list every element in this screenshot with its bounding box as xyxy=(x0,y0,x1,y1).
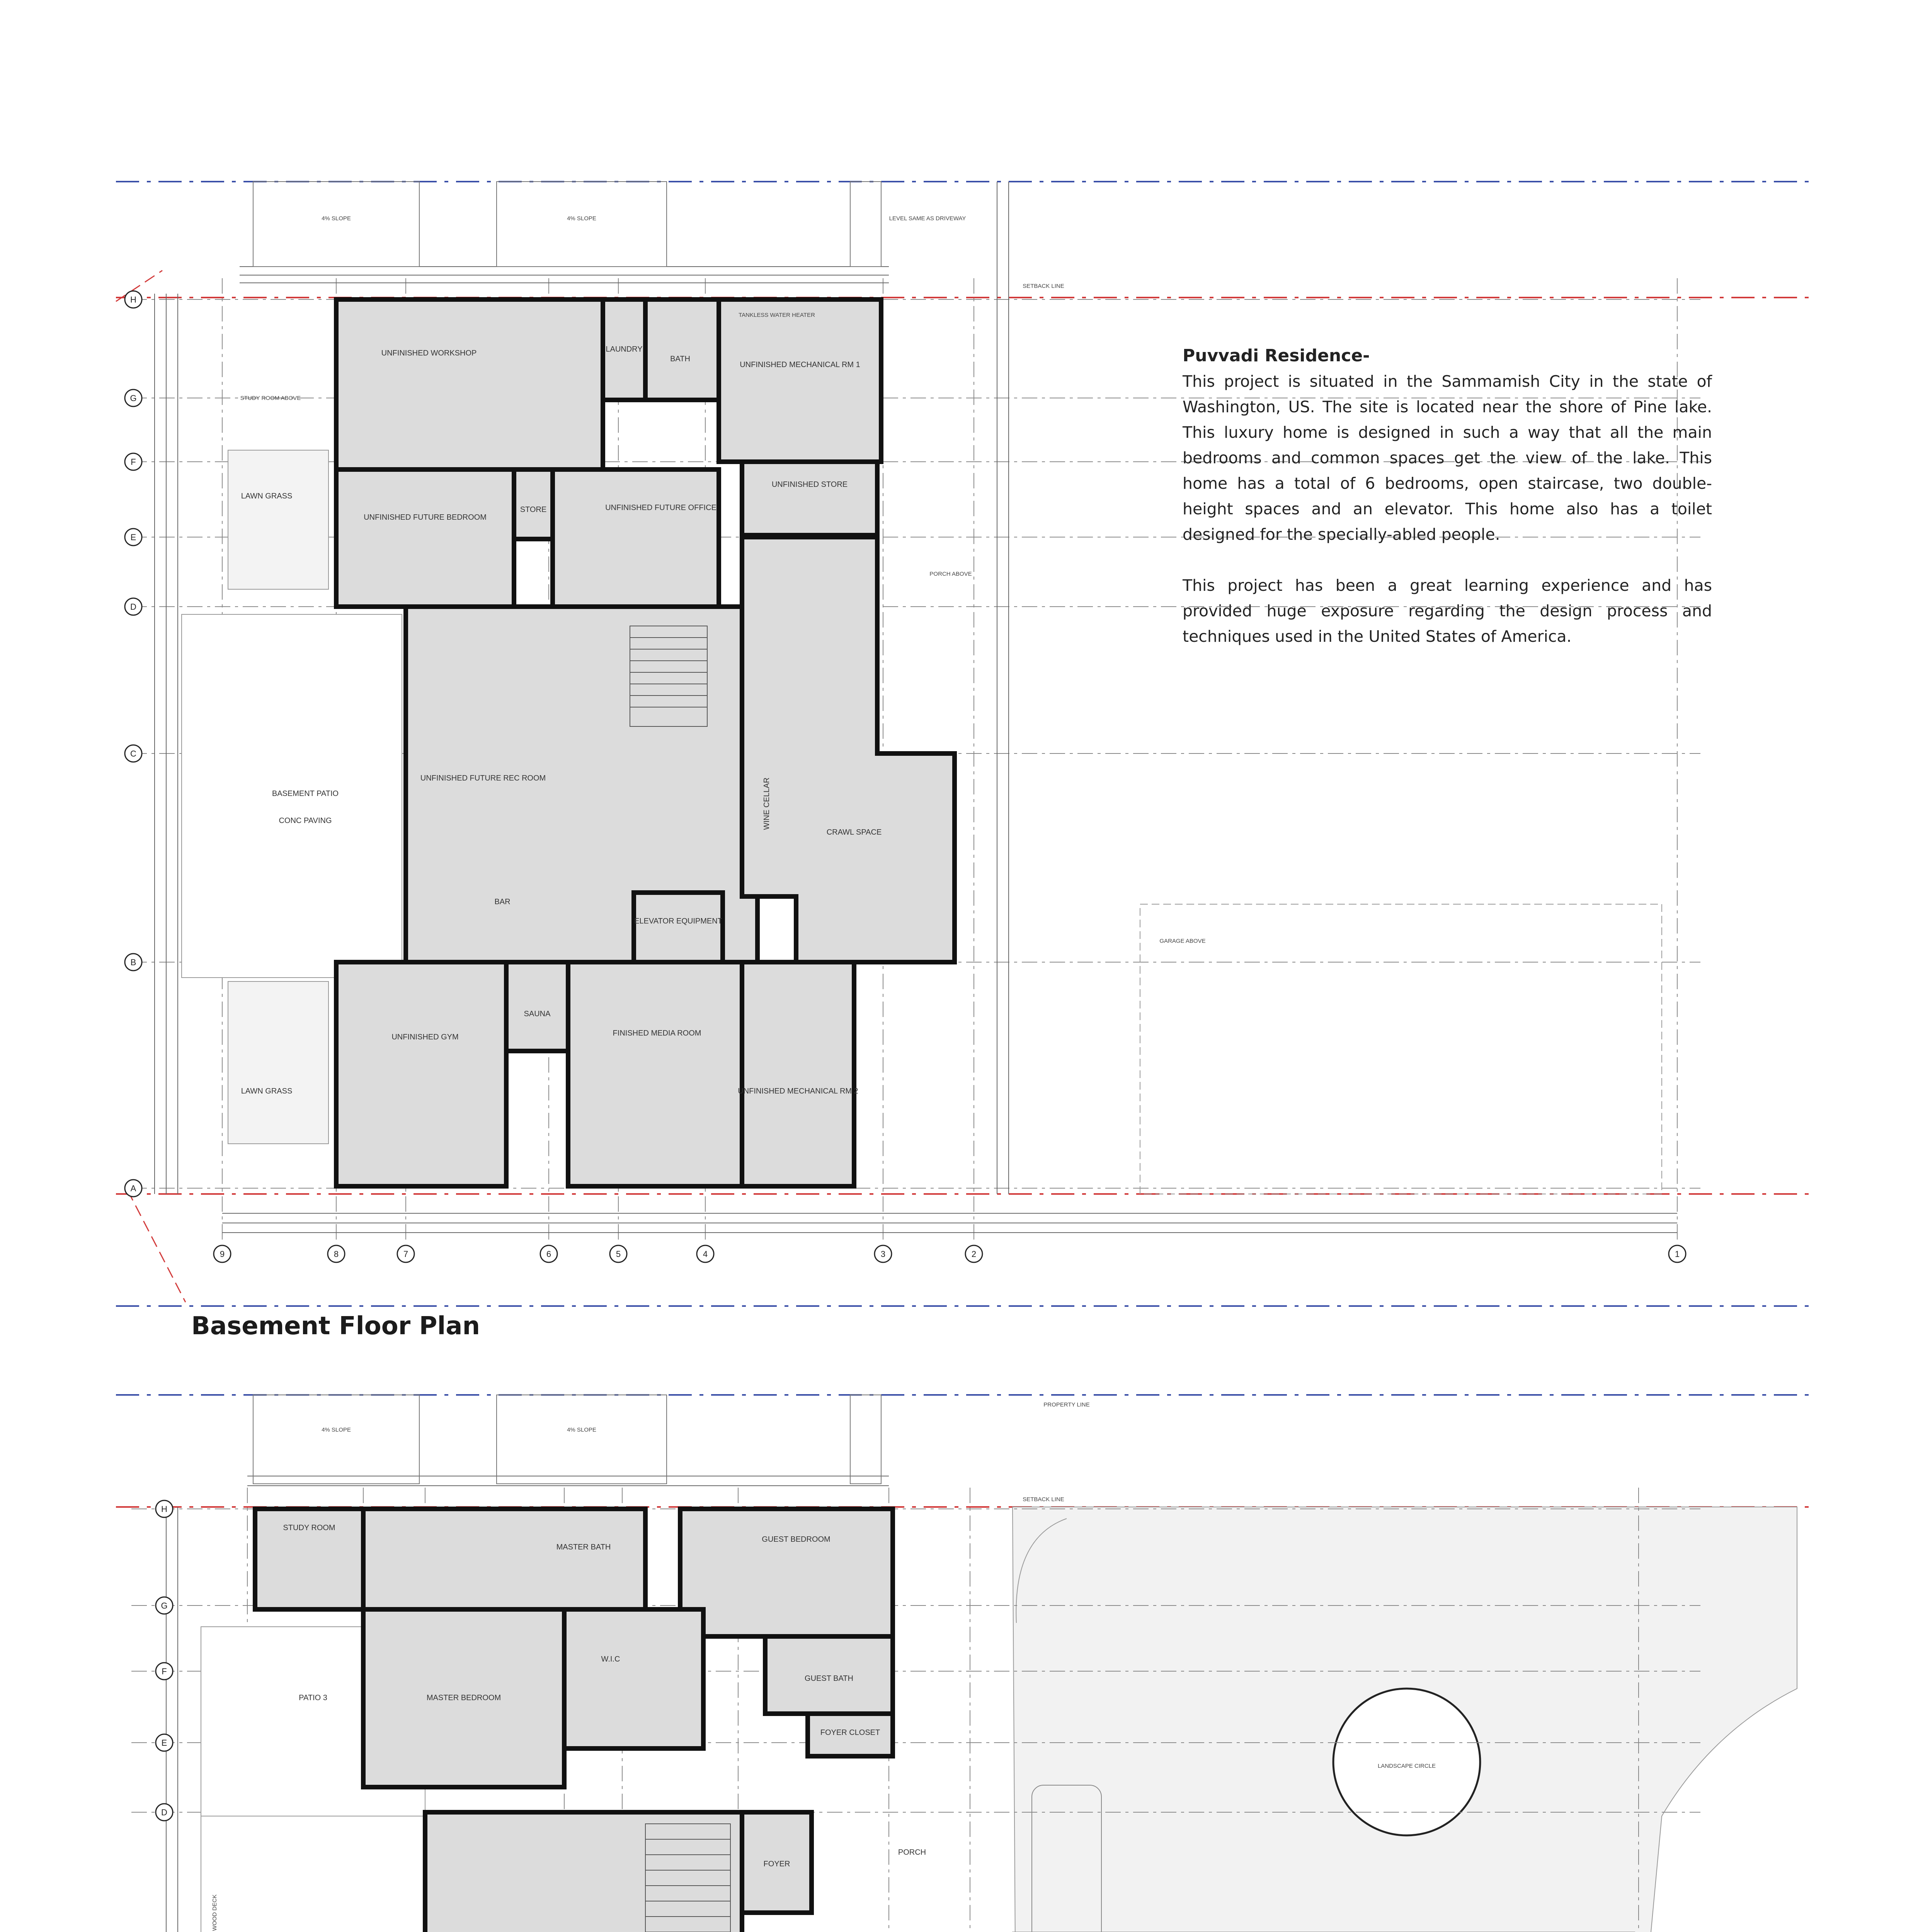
label-study: STUDY ROOM xyxy=(283,1524,335,1532)
basement-lawn-grass-upper xyxy=(228,450,328,589)
label-patio: BASEMENT PATIO xyxy=(272,789,339,798)
m-row-0: H xyxy=(161,1504,167,1514)
label-workshop: UNFINISHED WORKSHOP xyxy=(381,349,477,357)
room-great xyxy=(425,1812,742,1932)
label-foyer-closet: FOYER CLOSET xyxy=(820,1728,880,1737)
label-mech2: UNFINISHED MECHANICAL RM 2 xyxy=(738,1087,858,1095)
b-col-2: 7 xyxy=(403,1249,408,1259)
room-sauna xyxy=(506,962,568,1051)
room-store xyxy=(514,469,553,539)
label-wic: W.I.C xyxy=(601,1655,620,1663)
room-master-bath xyxy=(363,1509,645,1609)
b-col-3: 6 xyxy=(546,1249,551,1259)
b-row-2: F xyxy=(131,457,136,467)
b-col-1: 8 xyxy=(334,1249,339,1259)
label-office: UNFINISHED FUTURE OFFICE xyxy=(605,503,716,512)
room-mech1 xyxy=(719,299,881,462)
label-lawn1: LAWN GRASS xyxy=(241,492,293,500)
label-guest-bed: GUEST BEDROOM xyxy=(762,1535,831,1544)
label-patio3: PATIO 3 xyxy=(299,1694,327,1702)
project-paragraph-2: This project has been a great learning experience and has provided huge exposure regarding the design process and techniques used in the United States of America. xyxy=(1183,576,1712,646)
room-future-bedroom xyxy=(336,469,514,607)
project-title: Puvvadi Residence- xyxy=(1183,346,1370,366)
label-bedroom: UNFINISHED FUTURE BEDROOM xyxy=(364,513,487,522)
room-future-office xyxy=(553,469,719,607)
m-row-2: F xyxy=(162,1666,167,1676)
m-row-1: G xyxy=(161,1600,168,1611)
label-water-heater: TANKLESS WATER HEATER xyxy=(739,312,815,318)
label-laundry: LAUNDRY xyxy=(606,345,643,354)
basement-site-diagonal-bottom xyxy=(128,1190,186,1302)
b-col-4: 5 xyxy=(616,1249,621,1259)
room-bath-basement xyxy=(645,299,719,400)
label-setback-main: SETBACK LINE xyxy=(1023,1496,1064,1503)
label-master-bed: MASTER BEDROOM xyxy=(426,1694,501,1702)
basement-rooms xyxy=(336,299,955,1186)
label-driveway-level: LEVEL SAME AS DRIVEWAY xyxy=(889,215,966,222)
room-crawl xyxy=(742,537,955,962)
label-foyer: FOYER xyxy=(763,1860,790,1868)
label-sauna: SAUNA xyxy=(524,1010,551,1018)
b-row-7: A xyxy=(130,1183,136,1193)
room-guest-bed xyxy=(680,1509,893,1636)
b-row-5: C xyxy=(130,748,136,759)
label-slope-main-1: 4% SLOPE xyxy=(322,1427,351,1433)
m-row-3: E xyxy=(161,1738,167,1748)
room-elevator-equip xyxy=(634,893,723,966)
label-media: FINISHED MEDIA ROOM xyxy=(613,1029,701,1037)
label-porch-above: PORCH ABOVE xyxy=(929,571,972,577)
b-col-8: 1 xyxy=(1675,1249,1680,1259)
m-row-4: D xyxy=(161,1807,167,1817)
label-study-above: STUDY ROOM ABOVE xyxy=(240,395,301,401)
room-wic xyxy=(564,1609,703,1748)
label-property-line: PROPERTY LINE xyxy=(1043,1401,1090,1408)
label-slope-main-2: 4% SLOPE xyxy=(567,1427,596,1433)
b-row-4: D xyxy=(130,602,136,612)
b-col-5: 4 xyxy=(703,1249,708,1259)
main-slope-strips xyxy=(253,1395,881,1484)
label-landscape-circle: LANDSCAPE CIRCLE xyxy=(1377,1763,1436,1769)
label-porch: PORCH xyxy=(898,1848,926,1857)
label-crawl: CRAWL SPACE xyxy=(826,828,882,837)
basement-garage-above-outline xyxy=(1140,904,1662,1194)
label-gym: UNFINISHED GYM xyxy=(391,1033,459,1041)
label-ustore: UNFINISHED STORE xyxy=(771,480,848,489)
room-unfinished-store xyxy=(742,462,877,535)
label-mech1: UNFINISHED MECHANICAL RM 1 xyxy=(740,361,860,369)
project-description xyxy=(1183,346,1712,675)
basement-slope-strips xyxy=(253,182,881,267)
room-media xyxy=(568,962,742,1186)
main-floor-plan xyxy=(116,1395,1816,1932)
label-garage-above: GARAGE ABOVE xyxy=(1159,938,1206,944)
main-landscape-circle xyxy=(1333,1689,1480,1835)
label-recroom: UNFINISHED FUTURE REC ROOM xyxy=(420,774,546,782)
label-wine: WINE CELLAR xyxy=(762,777,771,830)
room-gym xyxy=(336,962,506,1186)
b-row-6: B xyxy=(130,957,136,967)
label-slope-1: 4% SLOPE xyxy=(322,215,351,222)
label-paving: CONC PAVING xyxy=(279,816,332,825)
label-bath: BATH xyxy=(670,355,690,363)
label-store: STORE xyxy=(520,505,547,514)
b-row-1: G xyxy=(130,393,137,403)
project-paragraph-1: This project is situated in the Sammamish City in the state of Washington, US. The site is located near the shore of Pine lake. This luxury home is designed in such a way that all the main bedrooms and common spaces get the view of the lake. This home has a total of 6 bedrooms, open staircase, two double-height spaces and an elevator. This home also has a toilet designed for the specially-abled people. xyxy=(1183,372,1712,544)
label-master-bath: MASTER BATH xyxy=(556,1543,611,1551)
label-wood-deck: WOOD DECK xyxy=(211,1894,218,1931)
label-setback: SETBACK LINE xyxy=(1023,283,1064,289)
room-mech2 xyxy=(742,962,854,1186)
b-col-7: 2 xyxy=(971,1249,977,1259)
label-lawn2: LAWN GRASS xyxy=(241,1087,293,1095)
b-row-3: E xyxy=(130,532,136,542)
basement-lawn-grass-lower xyxy=(228,981,328,1144)
b-row-0: H xyxy=(130,294,136,304)
room-workshop xyxy=(336,299,603,469)
b-col-6: 3 xyxy=(880,1249,886,1259)
label-bar: BAR xyxy=(494,898,511,906)
label-slope-2: 4% SLOPE xyxy=(567,215,596,222)
label-guest-bath: GUEST BATH xyxy=(805,1674,853,1683)
basement-plan-title: Basement Floor Plan xyxy=(191,1312,480,1340)
label-elevator: ELEVATOR EQUIPMENT xyxy=(634,917,722,925)
b-col-0: 9 xyxy=(220,1249,225,1259)
